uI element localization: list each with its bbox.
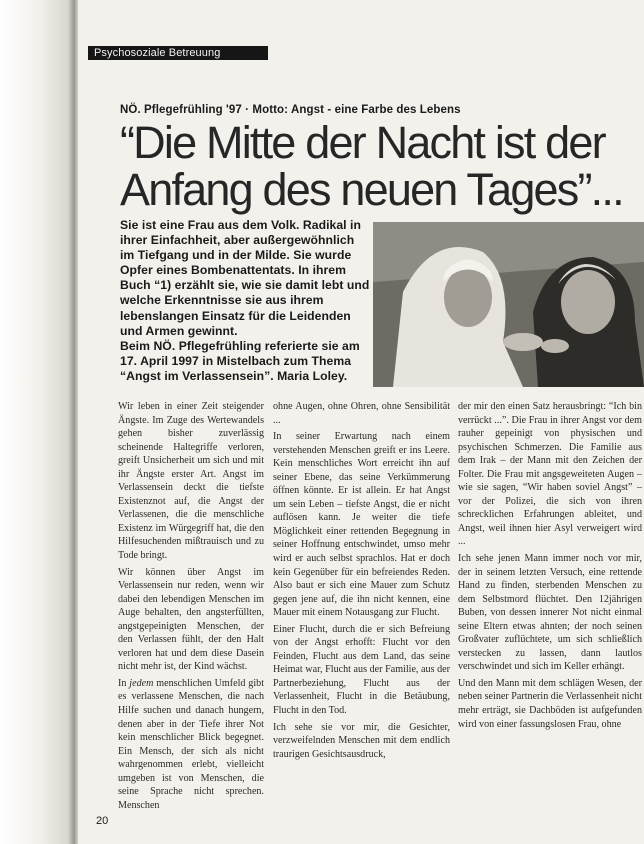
column-1-paragraph-2: Wir können über Angst im Verlassensein nur reden, wenn wir dabei den lebendigen Menschen im Auge behalten, den angsterfüllten, angstgepeinigten Menschen, der den Verlassen fühlt, der den Halt verloren hat und dem diese Dasein nicht mehr ist, der Kind wächst. xyxy=(118,566,264,673)
column-3-paragraph-2: Ich sehe jenen Mann immer noch vor mir, der in seinem letzten Versuch, eine rettende Hand zu finden, sterbenden Menschen zu dem Selbstmord flüchtet. Den 12jährigen Buben, von dessen innerer Not nicht einmal seine Eltern etwas ahnten; der noch seinen Großvater zuflüchtete, um sich schließlich verstecken zu lassen, dann lautlos verschwindet und sich im Keller erhängt. xyxy=(458,553,642,673)
headline-line-2: Anfang des neuen Tages”... xyxy=(120,164,623,215)
intro-paragraph-2: Beim NÖ. Pflegefrühling referierte sie am 17. April 1997 in Mistelbach zum Thema “Angst im Verlassensein”. Maria Loley. xyxy=(120,338,360,383)
column-1-paragraph-1: Wir leben in einer Zeit steigender Ängste. Im Zuge des Wertewandels gehen bisher zuverlässig scheinende Haltegriffe verloren, greift Unsicherheit um sich und mit ihr Ängste erster Art. Angst im Verlassensein deckt die tiefste Existenznot auf, die Angst der Verlassenen, die die menschliche Existenz im Würgegriff hat, die den Hilfesuchenden mißtrauisch und zu Tode bringt. xyxy=(118,401,264,562)
article-column-3 xyxy=(458,400,642,734)
article-column-1 xyxy=(118,400,264,815)
column-1-paragraph-3 xyxy=(118,677,264,812)
column-1-p3-pre: In xyxy=(118,677,130,689)
page-binding-shadow xyxy=(0,0,78,844)
page-number: 20 xyxy=(96,815,109,827)
article-headline xyxy=(120,119,640,213)
column-2-paragraph-2: In seiner Erwartung nach einem verstehenden Menschen greift er ins Leere. Kein menschliches Wort erreicht ihn auf seiner Ebene, das seine Verkümmerung öffnen könnte. Er ist allein. Er hat Angst um sein Leben – tiefste Angst, die er nicht auflösen kann. Je weiter die tiefe Möglichkeit einer rettenden Begegnung in seiner Hoffnung entschwindet, umso mehr wird er auch selbst sprachlos. Hat er doch kein Gegenüber für ein befreiendes Reden. Also baut er sich eine Mauer zum Schutz gegen jene auf, die ihn nicht kennen, eine Mauer mit einem Notausgang zur Flucht. xyxy=(273,431,450,619)
intro-paragraph-1: Sie ist eine Frau aus dem Volk. Radikal in ihrer Einfachheit, aber außergewöhnlich im Tiefgang und in der Milde. Sie wurde Opfer eines Bombenattentats. In ihrem Buch “1) erzählt sie, wie sie damit lebt und welche Erkenntnisse sie aus ihrem lebenslangen Einsatz für die Leidenden und Armen gewinnt. xyxy=(120,218,370,338)
column-1-p3-post: menschlichen Umfeld gibt es verlassene Menschen, die nach Hilfe suchen und danach hungern, denen aber in der Tiefe ihrer Not kein menschlicher Blick begegnet. Ein Mensch, der sich als nicht wahrgenommen erlebt, vielleicht umgeben ist von Menschen, die seine Sprache nicht sprechen. Menschen xyxy=(118,677,265,811)
column-2-paragraph-1: ohne Augen, ohne Ohren, ohne Sensibilität ... xyxy=(273,401,450,426)
column-3-paragraph-1: der mir den einen Satz herausbringt: “Ich bin verrückt ...”. Die Frau in ihrer Angst vor dem rauher gepeinigt von physischen und psychischen Schmerzen. Die Familie aus dem Irak – der Mann mit den Zeichen der Folter. Die Frau mit angsgeweiteten Augen – wie sie sagen, “Wir haben soviel Angst” – vor der Polizei, die sich von ihren schrecklichen Erfahrungen ableitet, und Angst, weil ihnen hier Asyl verweigert wird ... xyxy=(458,401,642,548)
article-intro xyxy=(120,218,370,384)
photo-illustration xyxy=(373,222,644,387)
article-column-2 xyxy=(273,400,450,764)
column-2-paragraph-3: Einer Flucht, durch die er sich Befreiung von der Angst erhofft: Flucht vor den Feinden, Flucht aus dem Land, das seine Heimat war, Flucht aus der Familie, aus der Partnerbeziehung, Flucht aus der Verlassenheit, Flucht in die Betäubung, Flucht in den Tod. xyxy=(273,623,450,717)
headline-line-1: “Die Mitte der Nacht ist der xyxy=(120,117,605,168)
motto-line: NÖ. Pflegefrühling '97 · Motto: Angst - eine Farbe des Lebens xyxy=(120,104,461,116)
section-header: Psychosoziale Betreuung xyxy=(88,46,268,60)
column-3-paragraph-3: Und den Mann mit dem schlägen Wesen, der neben seiner Partnerin die Verlassenheit nicht mehr erträgt, sie Dachböden ist aufgefunden wird von einer fassungslosen Frau, ohne xyxy=(458,677,642,730)
column-2-paragraph-4: Ich sehe sie vor mir, die Gesichter, verzweifelnden Menschen mit dem endlich traurigen Gesichtsausdruck, xyxy=(273,721,450,760)
photo-two-women xyxy=(373,222,644,387)
column-1-p3-emphasis: jedem xyxy=(129,677,154,689)
